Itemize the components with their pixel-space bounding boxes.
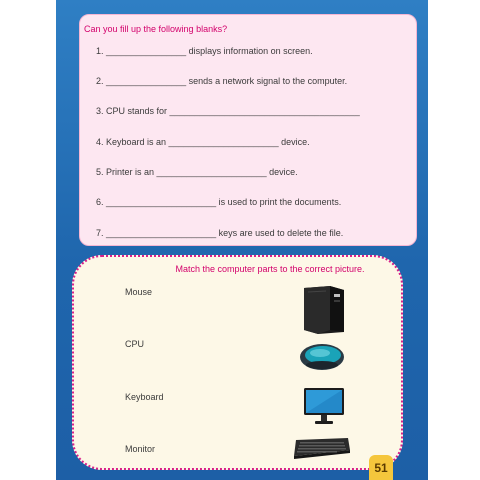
question-7: 7. ______________________ keys are used to delete the file.	[96, 228, 344, 238]
part-label-monitor: Monitor	[125, 444, 156, 454]
match-card	[72, 255, 403, 470]
question-5: 5. Printer is an ______________________ device.	[96, 167, 298, 177]
part-label-cpu: CPU	[125, 339, 145, 349]
page-number: 51	[374, 460, 388, 475]
page-number-badge	[369, 455, 393, 480]
question-4: 4. Keyboard is an ______________________ device.	[96, 137, 310, 147]
question-3: 3. CPU stands for ______________________________________	[96, 106, 360, 116]
question-6: 6. ______________________ is used to print the documents.	[96, 197, 342, 207]
part-label-keyboard: Keyboard	[125, 392, 164, 402]
keyboard-icon	[290, 436, 352, 460]
cpu-tower-icon	[300, 282, 346, 334]
mouse-icon	[298, 341, 346, 373]
question-2: 2. ________________ sends a network signal to the computer.	[96, 76, 348, 86]
part-label-mouse: Mouse	[125, 287, 153, 297]
question-1: 1. ________________ displays information on screen.	[96, 46, 313, 56]
fill-blanks-title: Can you fill up the following blanks?	[84, 24, 228, 34]
match-title: Match the computer parts to the correct picture.	[175, 264, 365, 274]
monitor-icon	[302, 386, 346, 426]
